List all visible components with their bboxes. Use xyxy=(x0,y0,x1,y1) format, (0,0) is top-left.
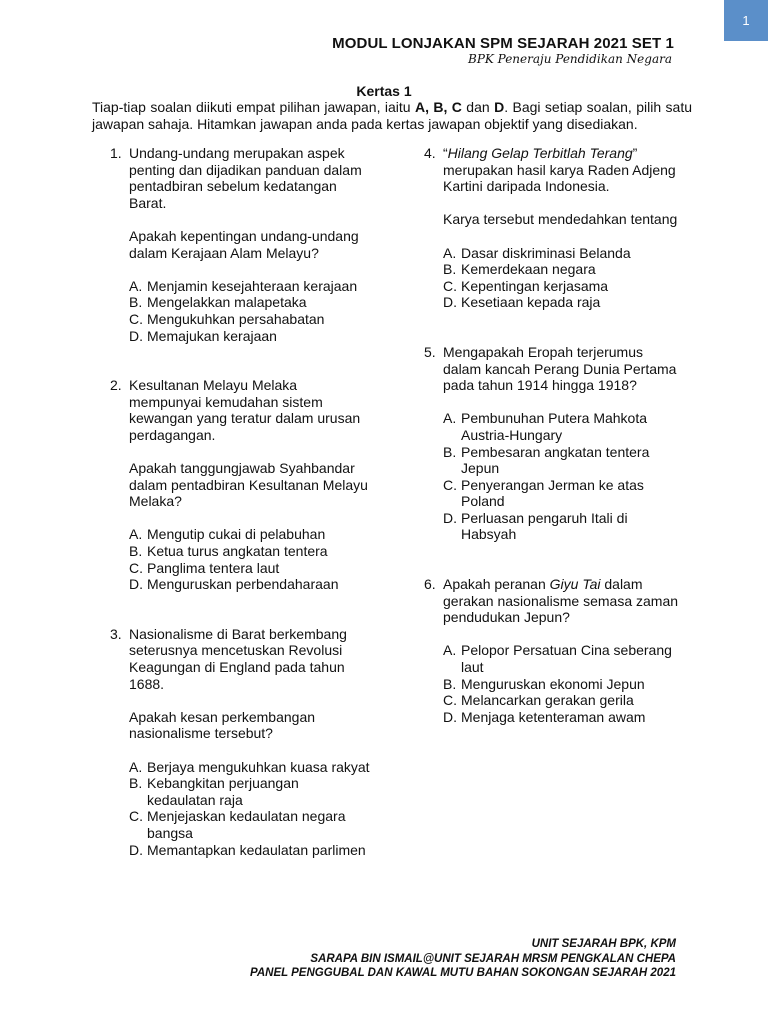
option-c: C. Melancarkan gerakan gerila xyxy=(443,692,634,709)
footer-line-3: PANEL PENGGUBAL DAN KAWAL MUTU BAHAN SOKONGAN SEJARAH 2021 xyxy=(250,967,676,979)
question-2 xyxy=(110,377,370,593)
option-a: A. Pembunuhan Putera Mahkota Austria-Hungary xyxy=(443,410,648,443)
left-column xyxy=(110,145,370,891)
option-d: D. Kesetiaan kepada raja xyxy=(443,294,601,311)
right-column xyxy=(424,145,684,758)
option-b: B. Mengelakkan malapetaka xyxy=(129,294,307,311)
question-text: Mengapakah Eropah terjerumus dalam kancah Perang Dunia Pertama pada tahun 1914 hingga 1918? xyxy=(443,343,677,394)
question-text: Apakah kesan perkembangan nasionalisme tersebut? xyxy=(129,708,316,742)
artwork-title: Hilang Gelap Terbitlah Terang xyxy=(447,145,633,161)
question-number: 3. xyxy=(110,625,122,642)
question-number: 1. xyxy=(110,145,122,161)
option-d: D. Memantapkan kedaulatan parlimen xyxy=(129,841,366,858)
footer xyxy=(250,937,676,981)
question-text: Apakah tanggungjawab Syahbandar dalam pentadbiran Kesultanan Melayu Melaka? xyxy=(129,460,368,510)
question-3 xyxy=(110,626,370,858)
question-stem: “Hilang Gelap Terbitlah Terang” merupakan hasil karya Raden Adjeng Kartini daripada Indonesia. xyxy=(443,145,676,195)
question-stem: Kesultanan Melayu Melaka mempunyai kemudahan sistem kewangan yang teratur dalam urusan perdagangan. xyxy=(129,377,361,443)
question-number: 5. xyxy=(424,343,436,360)
paper-title: Kertas 1 xyxy=(356,83,412,99)
option-d: D. Memajukan kerajaan xyxy=(129,327,277,344)
option-c: C. Mengukuhkan persahabatan xyxy=(129,310,325,327)
option-c: C. Penyerangan Jerman ke atas Poland xyxy=(443,476,644,510)
question-text: Apakah kepentingan undang-undang dalam Kerajaan Alam Melayu? xyxy=(129,227,359,261)
question-stem: Undang-undang merupakan aspek penting dan dijadikan panduan dalam pentadbiran sebelum kedatangan Barat. xyxy=(129,145,362,211)
option-d: D. Menjaga ketenteraman awam xyxy=(443,708,646,725)
option-c: C. Panglima tentera laut xyxy=(129,559,280,576)
instructions: Tiap-tiap soalan diikuti empat pilihan jawapan, iaitu A, B, C dan D. Bagi setiap soalan, pilih satu jawapan sahaja. Hitamkan jawapan anda pada kertas jawapan objektif yang disediakan. xyxy=(92,99,692,132)
option-b: B. Pembesaran angkatan tentera Jepun xyxy=(443,443,650,477)
question-number: 4. xyxy=(424,145,436,161)
term-giyu-tai: Giyu Tai xyxy=(549,576,601,593)
option-a: A. Dasar diskriminasi Belanda xyxy=(443,244,631,261)
option-a: A. Pelopor Persatuan Cina seberang laut xyxy=(443,642,672,676)
question-4 xyxy=(424,145,684,311)
question-number: 2. xyxy=(110,377,122,394)
question-6 xyxy=(424,576,684,725)
module-subtitle: BPK Peneraju Pendidikan Negara xyxy=(468,52,672,66)
option-a: A. Menjamin kesejahteraan kerajaan xyxy=(129,277,358,294)
option-c: C. Menjejaskan kedaulatan negara bangsa xyxy=(129,808,346,841)
option-d: D. Menguruskan perbendaharaan xyxy=(129,576,339,593)
footer-line-1: UNIT SEJARAH BPK, KPM xyxy=(531,938,676,950)
question-stem: Nasionalisme di Barat berkembang seterusnya mencetuskan Revolusi Keagungan di England pada tahun 1688. xyxy=(129,625,347,692)
option-c: C. Kepentingan kerjasama xyxy=(443,277,609,294)
option-b: B. Kebangkitan perjuangan kedaulatan raja xyxy=(129,775,299,808)
option-d: D. Perluasan pengaruh Itali di Habsyah xyxy=(443,509,628,543)
page-number-badge: 1 xyxy=(724,0,768,41)
question-1 xyxy=(110,145,370,344)
question-text: Apakah peranan Giyu Tai dalam gerakan nasionalisme semasa zaman pendudukan Jepun? xyxy=(443,576,679,626)
option-b: B. Kemerdekaan negara xyxy=(443,261,596,278)
question-text: Karya tersebut mendedahkan tentang xyxy=(443,211,678,228)
question-number: 6. xyxy=(424,576,436,593)
question-5 xyxy=(424,344,684,543)
option-a: A. Mengutip cukai di pelabuhan xyxy=(129,526,326,543)
option-b: B. Menguruskan ekonomi Jepun xyxy=(443,675,645,692)
option-b: B. Ketua turus angkatan tentera xyxy=(129,543,328,560)
option-a: A. Berjaya mengukuhkan kuasa rakyat xyxy=(129,758,370,775)
footer-line-2: SARAPA BIN ISMAIL@UNIT SEJARAH MRSM PENGKALAN CHEPA xyxy=(310,952,676,965)
module-title: MODUL LONJAKAN SPM SEJARAH 2021 SET 1 xyxy=(332,35,674,52)
